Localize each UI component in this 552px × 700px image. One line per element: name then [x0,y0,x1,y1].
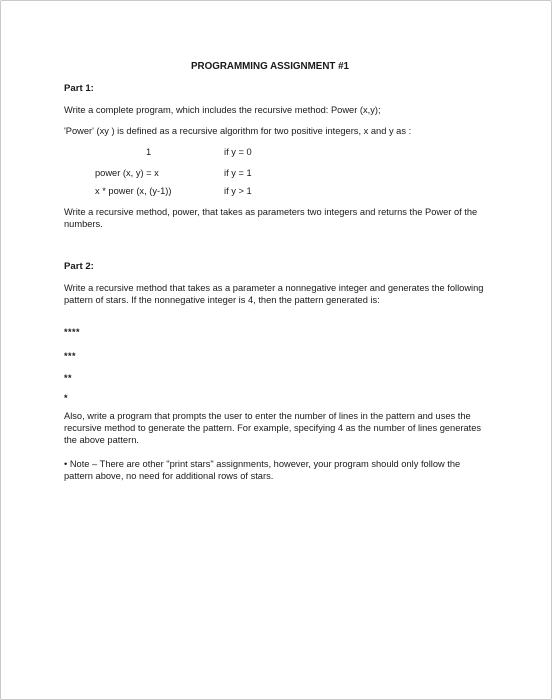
part2-intro: Write a recursive method that takes as a parameter a nonnegative integer and generates the following pattern of stars. If the nonnegative integer is 4, then the pattern generated is: [64,283,484,305]
case-expression-1: 1 [146,147,152,157]
star-pattern-row-2: *** [64,351,77,361]
part2-heading: Part 2: [64,261,94,272]
case-expression-2: power (x, y) = x [95,168,159,178]
part1-task: Write a recursive method, power, that takes as parameters two integers and returns the Power of the numbers. [64,207,478,229]
part2-also: Also, write a program that prompts the user to enter the number of lines in the pattern and uses the recursive method to generate the pattern. For example, specifying 4 as the number of lines generates the above pattern. [64,411,482,445]
star-pattern-row-1: **** [64,327,81,337]
part1-heading: Part 1: [64,83,94,94]
part2-note: • Note – There are other "print stars" assignments, however, your program should only follow the pattern above, no need for additional rows of stars. [64,459,461,481]
case-expression-3: x * power (x, (y-1)) [95,186,172,196]
document-title: PROGRAMMING ASSIGNMENT #1 [190,61,350,72]
star-pattern-row-3: ** [64,373,73,383]
part1-definition: 'Power' (xy ) is defined as a recursive algorithm for two positive integers, x and y as : [64,126,412,136]
case-condition-3: if y > 1 [224,186,252,196]
case-condition-1: if y = 0 [224,147,252,157]
case-condition-2: if y = 1 [224,168,252,178]
star-pattern-row-4: * [64,393,69,403]
part1-intro: Write a complete program, which includes the recursive method: Power (x,y); [64,105,381,115]
